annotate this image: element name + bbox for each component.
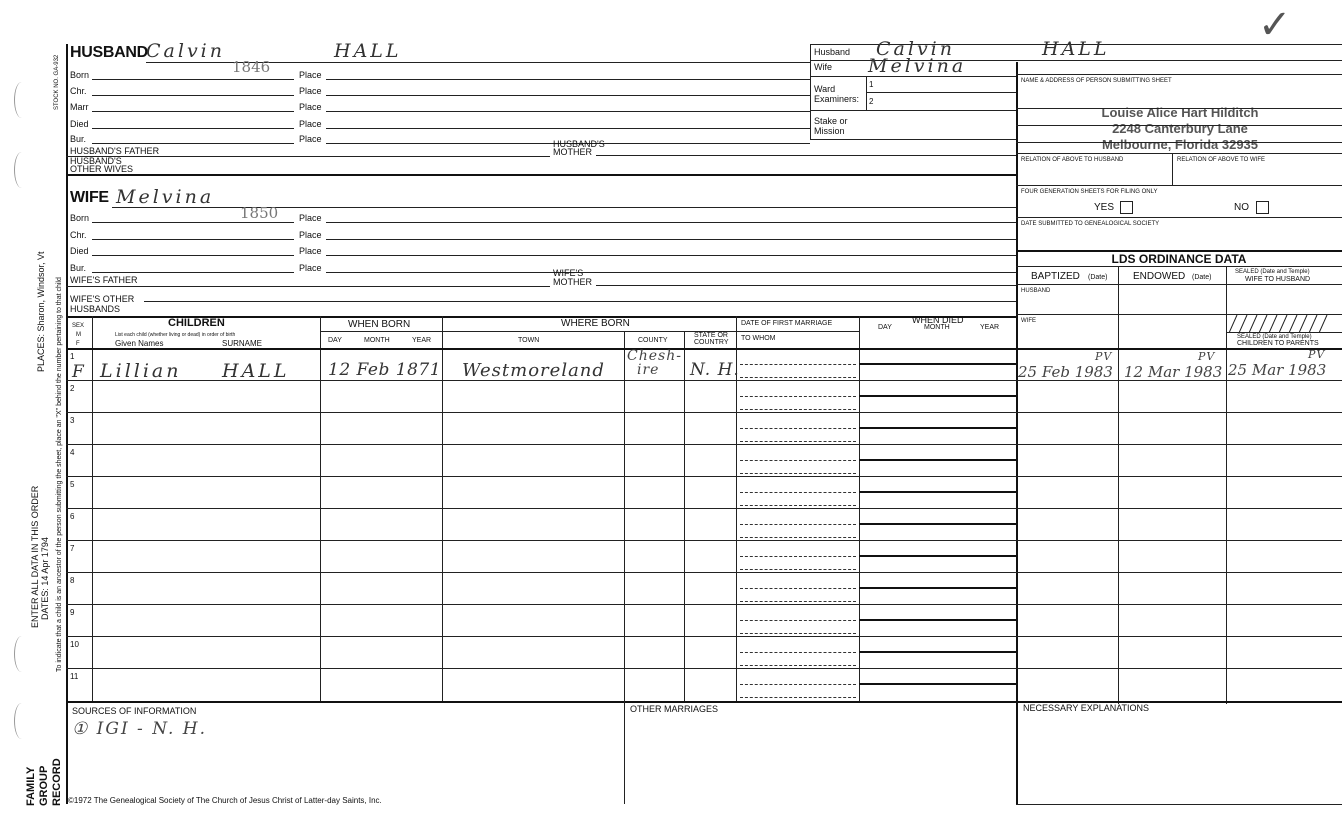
wife-died-place-label: Place (299, 246, 322, 256)
examiner-2-line[interactable] (810, 110, 1016, 111)
hdr-wife-line (810, 76, 1016, 77)
relation-wife-label: RELATION OF ABOVE TO WIFE (1177, 157, 1266, 163)
wife-father-label: WIFE'S FATHER (70, 275, 138, 285)
child-row-number: 11 (70, 672, 79, 681)
husband-surname: HALL (334, 40, 402, 62)
right-column-border (1016, 62, 1018, 804)
stake-label-1: Stake or (814, 116, 848, 126)
wife-chr-label: Chr. (70, 230, 87, 240)
col-line-children (320, 316, 321, 702)
wife-born-place-line[interactable] (326, 222, 1016, 223)
state-header-2: COUNTRY (694, 339, 729, 346)
husband-marr-place-line[interactable] (326, 111, 810, 112)
wife-mother-label-2: MOTHER (553, 277, 592, 287)
date-submitted-label: DATE SUBMITTED TO GENEALOGICAL SOCIETY (1021, 221, 1160, 227)
child-died-line[interactable] (859, 619, 1016, 621)
child-died-line[interactable] (859, 555, 1016, 557)
husband-marr-label: Marr (70, 102, 89, 112)
husband-bur-label: Bur. (70, 134, 87, 144)
relation-husband-label: RELATION OF ABOVE TO HUSBAND (1021, 157, 1124, 163)
child-row-number: 10 (70, 640, 79, 649)
husband-other-wives-1: HUSBAND'S (70, 156, 122, 166)
born-month-header: MONTH (364, 337, 390, 344)
child-spouse-line[interactable] (740, 537, 856, 538)
husband-born-place-label: Place (299, 70, 322, 80)
child-1-given: Lillian (100, 360, 182, 382)
child-marriage-date-line[interactable] (740, 556, 856, 557)
sources-label: SOURCES OF INFORMATION (72, 706, 197, 716)
lds-header-bottom (1016, 284, 1342, 285)
state-header-1: STATE OR (694, 332, 728, 339)
where-born-header: WHERE BORN (561, 318, 630, 329)
child-marriage-date-line[interactable] (740, 364, 856, 365)
form-title-line-1: FAMILY (25, 766, 37, 806)
submitter-line-3 (1016, 142, 1342, 143)
child-row-number: 4 (70, 448, 75, 457)
col-line-when-born (442, 316, 443, 702)
sealed-children-label-2: CHILDREN TO PARENTS (1237, 340, 1319, 347)
side-enter-text: ENTER ALL DATA IN THIS ORDER (30, 485, 40, 628)
lds-title: LDS ORDINANCE DATA (1111, 252, 1247, 266)
submitter-top-line (1016, 74, 1342, 75)
wife-bur-place-line[interactable] (326, 272, 1016, 273)
husband-born-line[interactable] (92, 79, 294, 80)
sources-value: ① IGI - N. H. (72, 719, 208, 739)
sex-f-label: F (76, 341, 80, 347)
sealed-wife-label-2: WIFE TO HUSBAND (1245, 276, 1311, 283)
child-row-line (66, 572, 1342, 573)
checkmark-icon: ✓ (1258, 2, 1292, 48)
child-spouse-line[interactable] (740, 377, 856, 378)
child-row-line (66, 668, 1342, 669)
husband-chr-place-line[interactable] (326, 95, 810, 96)
binder-hole-bottom (14, 703, 29, 739)
child-marriage-date-line[interactable] (740, 492, 856, 493)
wife-died-line[interactable] (92, 255, 294, 256)
husband-father-label: HUSBAND'S FATHER (70, 146, 160, 156)
other-marriages-label: OTHER MARRIAGES (630, 704, 719, 714)
examiner-1-number: 1 (869, 80, 874, 89)
surname-header: SURNAME (222, 339, 263, 348)
born-day-header: DAY (328, 337, 342, 344)
stock-number: STOCK NO. GA-932 (54, 54, 60, 110)
child-marriage-date-line[interactable] (740, 396, 856, 397)
relation-bottom-line (1016, 185, 1342, 186)
child-died-line[interactable] (859, 523, 1016, 525)
child-1-county-1: Chesh- (627, 348, 682, 364)
when-died-header: WHEN DIED (912, 315, 964, 325)
child-marriage-date-line[interactable] (740, 620, 856, 621)
lds-col-divider-1 (1118, 266, 1119, 704)
husband-chr-line[interactable] (92, 95, 294, 96)
no-checkbox[interactable] (1256, 201, 1269, 214)
husband-mother-label-2: MOTHER (553, 147, 592, 157)
wife-chr-place-label: Place (299, 230, 322, 240)
town-header: TOWN (518, 337, 540, 344)
sealed-children-label-1: SEALED (Date and Temple) (1237, 334, 1312, 340)
baptized-label: BAPTIZED (1031, 271, 1080, 282)
husband-bur-line[interactable] (92, 143, 294, 144)
husband-mother-line[interactable] (596, 155, 1016, 156)
wife-born-place-label: Place (299, 213, 322, 223)
lds-husband-row-label: HUSBAND (1021, 288, 1051, 294)
husband-section-bottom (66, 174, 1016, 176)
examiner-2-number: 2 (869, 97, 874, 106)
binder-hole-2 (14, 152, 29, 188)
child-died-line[interactable] (859, 587, 1016, 589)
hdr-wife-label: Wife (814, 62, 832, 72)
wife-bur-label: Bur. (70, 263, 87, 273)
wife-chr-line[interactable] (92, 239, 294, 240)
wife-bur-place-label: Place (299, 263, 322, 273)
husband-died-line[interactable] (92, 128, 294, 129)
child-died-line[interactable] (859, 395, 1016, 397)
marriage-subheader-line (736, 331, 859, 332)
wife-bur-line[interactable] (92, 272, 294, 273)
wife-other-husbands-1: WIFE'S OTHER (70, 294, 135, 304)
child-row-line (66, 412, 1342, 413)
child-row-number: 6 (70, 512, 75, 521)
child-died-line[interactable] (859, 651, 1016, 653)
child-marriage-date-line[interactable] (740, 684, 856, 685)
date-submitted-top-line (1016, 217, 1342, 218)
child-1-sex: F (72, 362, 87, 382)
husband-chr-label: Chr. (70, 86, 87, 96)
child-row-number: 3 (70, 416, 75, 425)
child-spouse-line[interactable] (740, 505, 856, 506)
submitter-line-2 (1016, 125, 1342, 126)
child-1-sealed: 25 Mar 1983 (1228, 361, 1327, 379)
child-spouse-line[interactable] (740, 441, 856, 442)
husband-father-line (66, 156, 550, 157)
child-died-line[interactable] (859, 683, 1016, 685)
side-places-text: PLACES: Sharon, Windsor, Vt (36, 251, 46, 372)
husband-born-label: Born (70, 70, 90, 80)
child-marriage-date-line[interactable] (740, 652, 856, 653)
stake-line[interactable] (810, 139, 1016, 140)
explanations-bottom-line (1016, 804, 1342, 805)
child-1-surname: HALL (222, 360, 290, 382)
husband-died-label: Died (70, 119, 89, 129)
child-row-line (66, 508, 1342, 509)
col-line-county (684, 331, 685, 702)
copyright: ©1972 The Genealogical Society of The Church of Jesus Christ of Latter-day Saints, Inc. (68, 796, 382, 805)
wife-other-husbands-2: HUSBANDS (70, 304, 121, 314)
hdr-husband-given: Calvin (876, 38, 955, 60)
child-spouse-line[interactable] (740, 569, 856, 570)
wife-mother-label-1: WIFE'S (553, 268, 584, 278)
child-died-line[interactable] (859, 491, 1016, 493)
child-row-line (66, 476, 1342, 477)
endowed-date-label: (Date) (1192, 274, 1212, 281)
child-died-line[interactable] (859, 459, 1016, 461)
husband-chr-place-label: Place (299, 86, 322, 96)
husband-bur-place-label: Place (299, 134, 322, 144)
wife-label: WIFE (70, 189, 109, 206)
child-row-number: 9 (70, 608, 75, 617)
four-gen-label: FOUR GENERATION SHEETS FOR FILING ONLY (1021, 189, 1158, 195)
child-row-number: 2 (70, 384, 75, 393)
yes-checkbox[interactable] (1120, 201, 1133, 214)
wife-died-label: Died (70, 246, 89, 256)
husband-died-place-label: Place (299, 119, 322, 129)
child-row-line (66, 444, 1342, 445)
child-spouse-line[interactable] (740, 633, 856, 634)
submitter-label: NAME & ADDRESS OF PERSON SUBMITTING SHEET (1021, 78, 1172, 84)
county-header: COUNTY (638, 337, 668, 344)
died-year-header: YEAR (980, 324, 1000, 331)
side-dates-text: DATES: 14 Apr 1794 (40, 537, 50, 620)
yes-label: YES (1094, 202, 1115, 213)
hdr-wife-given: Melvina (868, 55, 967, 77)
header-box-left (810, 44, 811, 140)
husband-label: HUSBAND (70, 44, 148, 61)
child-1-endowed-pv: PV (1198, 350, 1216, 363)
child-1-town: Westmoreland (462, 360, 605, 381)
table-bottom-line (66, 701, 1342, 703)
wife-given-name: Melvina (116, 186, 215, 208)
child-row-number: 5 (70, 480, 75, 489)
child-row-number: 7 (70, 544, 75, 553)
other-marriages-divider (624, 701, 625, 804)
child-marriage-date-line[interactable] (740, 588, 856, 589)
child-spouse-line[interactable] (740, 601, 856, 602)
child-spouse-line[interactable] (740, 473, 856, 474)
wife-born-label: Born (70, 213, 90, 223)
child-1-endowed: 12 Mar 1983 (1124, 363, 1223, 381)
examiner-1-line[interactable] (866, 92, 1016, 93)
baptized-date-label: (Date) (1088, 274, 1108, 281)
husband-died-place-line[interactable] (326, 128, 810, 129)
wife-chr-place-line[interactable] (326, 239, 1016, 240)
endowed-label: ENDOWED (1133, 271, 1186, 282)
children-title: CHILDREN (168, 317, 225, 329)
child-1-baptized: 25 Feb 1983 (1018, 363, 1113, 381)
sealed-wife-label-1: SEALED (Date and Temple) (1235, 269, 1310, 275)
lds-title-line (1016, 266, 1342, 267)
examiners-label: Examiners: (814, 94, 860, 104)
given-names-header: Given Names (115, 339, 164, 348)
children-note: List each child (whether living or dead) in order of birth (115, 332, 236, 338)
sex-m-label: M (76, 332, 81, 338)
child-1-state: N. H. (690, 360, 740, 380)
born-subheader-line (320, 331, 736, 332)
husband-marr-line[interactable] (92, 111, 294, 112)
wife-father-line (66, 286, 550, 287)
ward-label: Ward (814, 84, 836, 94)
hdr-husband-label: Husband (814, 47, 851, 57)
relation-top-line (1016, 153, 1342, 154)
submitter-street: 2248 Canterbury Lane (1112, 121, 1248, 136)
when-born-header: WHEN BORN (348, 319, 411, 330)
wife-died-place-line[interactable] (326, 255, 1016, 256)
submitter-name: Louise Alice Hart Hilditch (1101, 105, 1259, 120)
form-title-line-3: RECORD (51, 758, 63, 806)
sex-label: SEX (72, 323, 85, 329)
child-marriage-date-line[interactable] (740, 460, 856, 461)
side-indicate-text: To indicate that a child is an ancestor of the person submitting the sheet, place an "X" behind the number pertaining to that child (56, 277, 63, 672)
binder-hole-3 (14, 636, 29, 672)
child-row-line (66, 540, 1342, 541)
examiners-divider (866, 76, 867, 110)
child-row-number: 1 (70, 352, 75, 361)
binder-hole-top (14, 82, 29, 118)
first-marriage-header: DATE OF FIRST MARRIAGE (741, 320, 833, 327)
to-whom-header: TO WHOM (741, 335, 776, 342)
husband-born-place-line[interactable] (326, 79, 810, 80)
child-row-number: 8 (70, 576, 75, 585)
husband-given-name: Calvin (146, 40, 225, 62)
left-border (66, 44, 68, 804)
stake-label-2: Mission (814, 126, 845, 136)
child-row-line (66, 604, 1342, 605)
wife-other-husbands-line[interactable] (144, 301, 1016, 302)
husband-born-year: 1846 (232, 58, 271, 76)
child-1-sealed-pv: PV (1308, 348, 1326, 361)
explanations-label: NECESSARY EXPLANATIONS (1023, 703, 1150, 713)
died-month-header: MONTH (924, 324, 950, 331)
child-marriage-date-line[interactable] (740, 428, 856, 429)
died-day-header: DAY (878, 324, 892, 331)
child-marriage-date-line[interactable] (740, 524, 856, 525)
husband-other-wives-2: OTHER WIVES (70, 164, 134, 174)
col-line-town (624, 331, 625, 702)
child-row-line (66, 636, 1342, 637)
col-line-sex (92, 316, 93, 702)
submitter-city: Melbourne, Florida 32935 (1101, 137, 1259, 152)
wife-mother-line[interactable] (596, 285, 1016, 286)
child-1-born: 12 Feb 1871 (328, 360, 442, 380)
husband-mother-label-1: HUSBAND'S (553, 139, 605, 149)
col-line-marriage (859, 316, 860, 702)
sealed-wife-hatch (1227, 315, 1331, 333)
relation-divider (1172, 153, 1173, 185)
child-died-line[interactable] (859, 363, 1016, 365)
child-spouse-line[interactable] (740, 409, 856, 410)
child-spouse-line[interactable] (740, 665, 856, 666)
submitter-line-1 (1016, 108, 1342, 109)
wife-born-year: 1850 (240, 204, 279, 222)
wife-born-line[interactable] (92, 222, 294, 223)
child-1-baptized-pv: PV (1095, 350, 1113, 363)
no-label: NO (1234, 202, 1249, 213)
born-year-header: YEAR (412, 337, 432, 344)
child-died-line[interactable] (859, 427, 1016, 429)
form-title-line-2: GROUP (38, 765, 50, 806)
child-spouse-line[interactable] (740, 697, 856, 698)
hdr-husband-surname: HALL (1042, 38, 1110, 60)
children-header-bottom (66, 348, 1342, 350)
husband-marr-place-label: Place (299, 102, 322, 112)
lds-wife-row-label: WIFE (1021, 318, 1036, 324)
child-1-county-2: ire (637, 362, 660, 378)
